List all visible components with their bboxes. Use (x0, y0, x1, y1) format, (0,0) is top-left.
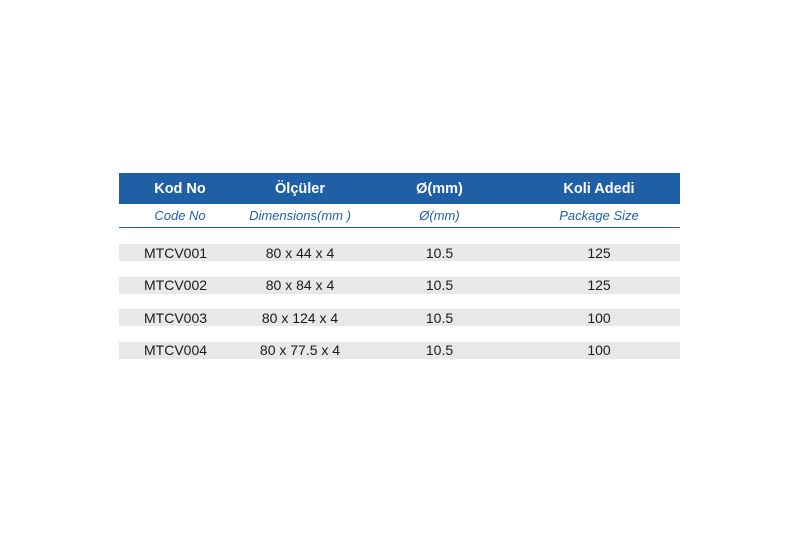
cell-package: 125 (587, 277, 611, 293)
cell-diameter: 10.5 (425, 309, 454, 326)
cell-dimensions: 80 x 77.5 x 4 (259, 342, 341, 358)
cell-dimensions: 80 x 84 x 4 (265, 277, 335, 293)
cell-package: 100 (587, 309, 611, 326)
table-header-row (119, 173, 680, 204)
header-package: Koli Adedi (563, 180, 635, 197)
subheader-code: Code No (154, 208, 206, 223)
product-table (119, 173, 680, 374)
cell-diameter: 10.5 (425, 244, 454, 261)
table-row (119, 244, 680, 261)
cell-package: 125 (587, 244, 611, 261)
cell-code: MTCV004 (144, 342, 208, 358)
table-subheader-row (119, 204, 680, 228)
subheader-package: Package Size (559, 208, 639, 223)
table-row (119, 309, 680, 326)
cell-code: MTCV001 (144, 244, 208, 261)
subheader-diameter: Ø(mm) (419, 208, 460, 223)
cell-dimensions: 80 x 124 x 4 (261, 309, 339, 326)
table-row (119, 342, 680, 359)
header-code: Kod No (154, 180, 206, 197)
cell-code: MTCV002 (144, 277, 208, 293)
cell-code: MTCV003 (144, 309, 208, 326)
table-row (119, 277, 680, 294)
cell-diameter: 10.5 (425, 342, 454, 358)
cell-package: 100 (587, 342, 611, 358)
table-body (119, 244, 680, 359)
header-dimensions: Ölçüler (275, 180, 325, 197)
cell-dimensions: 80 x 44 x 4 (265, 244, 335, 261)
subheader-dimensions: Dimensions(mm ) (249, 208, 351, 223)
cell-diameter: 10.5 (425, 277, 454, 293)
header-diameter: Ø(mm) (416, 180, 463, 197)
